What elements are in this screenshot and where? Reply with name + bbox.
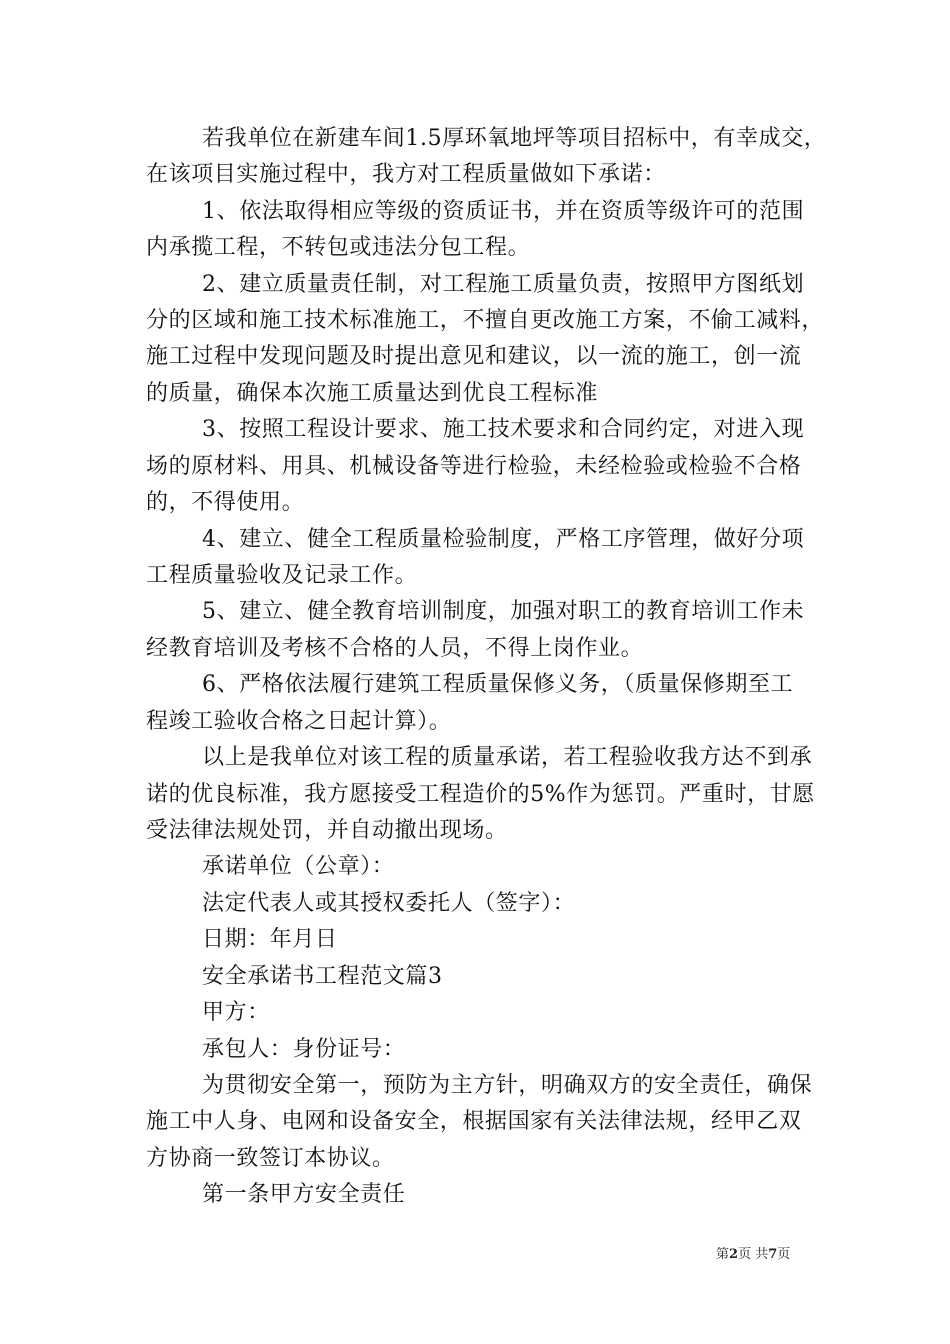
text-line: 5、建立、健全教育培训制度，加强对职工的教育培训工作未 bbox=[202, 599, 805, 624]
text-line: 方协商一致签订本协议。 bbox=[146, 1146, 395, 1171]
text-line: 的质量，确保本次施工质量达到优良工程标准 bbox=[146, 381, 599, 406]
text-line: 施工中人身、电网和设备安全，根据国家有关法律法规，经甲乙双 bbox=[146, 1109, 802, 1134]
page-number: 2 bbox=[729, 1247, 739, 1262]
page-total: 7 bbox=[768, 1247, 778, 1262]
text-line: 承诺单位（公章）： bbox=[202, 854, 395, 879]
text-line: 1、依法取得相应等级的资质证书，并在资质等级许可的范围 bbox=[202, 199, 805, 224]
text-line: 法定代表人或其授权委托人（签字）： bbox=[202, 891, 576, 916]
text-line: 2、建立质量责任制，对工程施工质量负责，按照甲方图纸划 bbox=[202, 272, 805, 297]
text-line: 分的区域和施工技术标准施工，不擅自更改施工方案，不偷工减料， bbox=[146, 308, 825, 333]
page-footer bbox=[716, 1246, 790, 1264]
text-line: 第一条甲方安全责任 bbox=[202, 1182, 406, 1207]
text-line: 3、按照工程设计要求、施工技术要求和合同约定，对进入现 bbox=[202, 417, 805, 442]
text-line: 程竣工验收合格之日起计算）。 bbox=[146, 709, 452, 734]
text-line: 经教育培训及考核不合格的人员，不得上岗作业。 bbox=[146, 636, 644, 661]
text-line: 内承揽工程，不转包或违法分包工程。 bbox=[146, 235, 531, 260]
footer-prefix: 第 bbox=[716, 1247, 730, 1262]
text-line: 4、建立、健全工程质量检验制度，严格工序管理，做好分项 bbox=[202, 527, 805, 552]
text-line: 的，不得使用。 bbox=[146, 490, 305, 515]
text-line: 甲方： bbox=[202, 1000, 270, 1025]
text-line: 诺的优良标准，我方愿接受工程造价的5%作为惩罚。严重时，甘愿 bbox=[146, 782, 815, 807]
text-line: 日期：年月日 bbox=[202, 927, 338, 952]
footer-suffix: 页 bbox=[777, 1247, 791, 1262]
text-line: 施工过程中发现问题及时提出意见和建议，以一流的施工，创一流 bbox=[146, 344, 802, 369]
footer-middle: 页 共 bbox=[738, 1247, 769, 1262]
text-line: 承包人：身份证号： bbox=[202, 1037, 406, 1062]
text-line: 在该项目实施过程中，我方对工程质量做如下承诺： bbox=[146, 162, 666, 187]
text-line: 若我单位在新建车间1.5厚环氧地坪等项目招标中，有幸成交， bbox=[202, 126, 827, 151]
text-line: 6、严格依法履行建筑工程质量保修义务，（质量保修期至工 bbox=[202, 672, 794, 697]
section-heading: 安全承诺书工程范文篇3 bbox=[202, 964, 443, 989]
text-line: 受法律法规处罚，并自动撤出现场。 bbox=[146, 818, 508, 843]
text-line: 以上是我单位对该工程的质量承诺，若工程验收我方达不到承 bbox=[202, 745, 813, 770]
text-line: 为贯彻安全第一，预防为主方针，明确双方的安全责任，确保 bbox=[202, 1073, 813, 1098]
text-line: 场的原材料、用具、机械设备等进行检验，未经检验或检验不合格 bbox=[146, 454, 802, 479]
text-line: 工程质量验收及记录工作。 bbox=[146, 563, 418, 588]
